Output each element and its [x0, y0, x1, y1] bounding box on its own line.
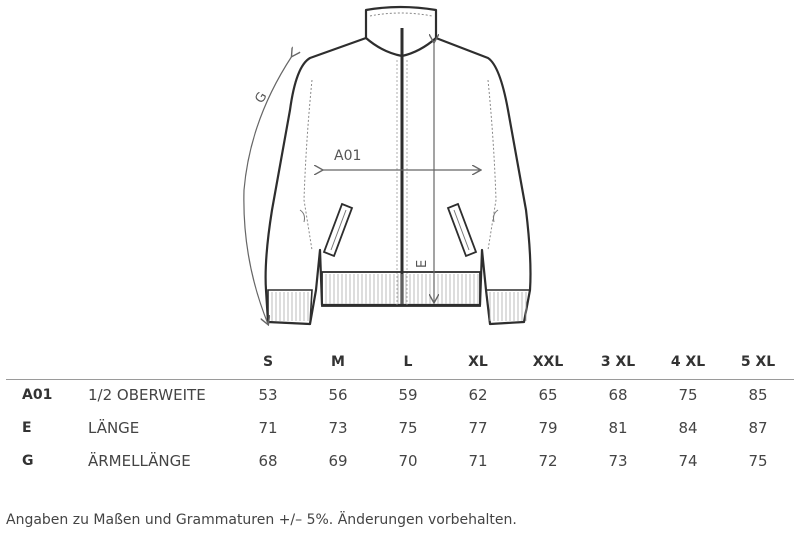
- measure-a01-label: A01: [334, 148, 362, 164]
- table-row: [0, 413, 800, 443]
- row-label: 1/2 OBERWEITE: [88, 386, 206, 404]
- row-code: A01: [22, 387, 53, 403]
- size-header: M: [331, 354, 345, 370]
- footnote: Angaben zu Maßen und Grammaturen +/– 5%. Änderungen vorbehalten.: [6, 512, 517, 528]
- size-header-row: [0, 347, 800, 377]
- table-row: [0, 446, 800, 476]
- table-row: [0, 380, 800, 410]
- table-cell: 71: [258, 419, 278, 437]
- size-header: 4 XL: [670, 354, 706, 370]
- table-cell: 68: [258, 452, 278, 470]
- size-header: XXL: [532, 354, 564, 370]
- table-cell: 68: [608, 386, 628, 404]
- row-label: LÄNGE: [88, 419, 140, 437]
- table-cell: 85: [748, 386, 768, 404]
- row-label: ÄRMELLÄNGE: [88, 452, 191, 470]
- measure-e-label: E: [415, 259, 430, 268]
- table-cell: 81: [608, 419, 628, 437]
- table-cell: 74: [678, 452, 698, 470]
- size-header: S: [262, 354, 274, 370]
- right-cuff: [486, 290, 530, 324]
- table-cell: 59: [398, 386, 418, 404]
- table-cell: 84: [678, 419, 698, 437]
- left-cuff: [268, 290, 312, 324]
- table-cell: 87: [748, 419, 768, 437]
- size-header: XL: [468, 354, 488, 370]
- table-cell: 75: [398, 419, 418, 437]
- table-cell: 71: [468, 452, 488, 470]
- table-cell: 73: [328, 419, 348, 437]
- table-cell: 72: [538, 452, 558, 470]
- table-cell: 53: [258, 386, 278, 404]
- table-cell: 56: [328, 386, 348, 404]
- table-cell: 70: [398, 452, 418, 470]
- table-cell: 75: [678, 386, 698, 404]
- row-code: G: [22, 453, 34, 469]
- table-cell: 62: [468, 386, 488, 404]
- table-cell: 73: [608, 452, 628, 470]
- size-header: 3 XL: [600, 354, 636, 370]
- table-cell: 77: [468, 419, 488, 437]
- size-header: 5 XL: [740, 354, 776, 370]
- table-cell: 75: [748, 452, 768, 470]
- size-header: L: [403, 354, 413, 370]
- row-code: E: [22, 420, 32, 436]
- table-cell: 65: [538, 386, 558, 404]
- table-cell: 79: [538, 419, 558, 437]
- measure-g-label: G: [252, 89, 271, 106]
- table-cell: 69: [328, 452, 348, 470]
